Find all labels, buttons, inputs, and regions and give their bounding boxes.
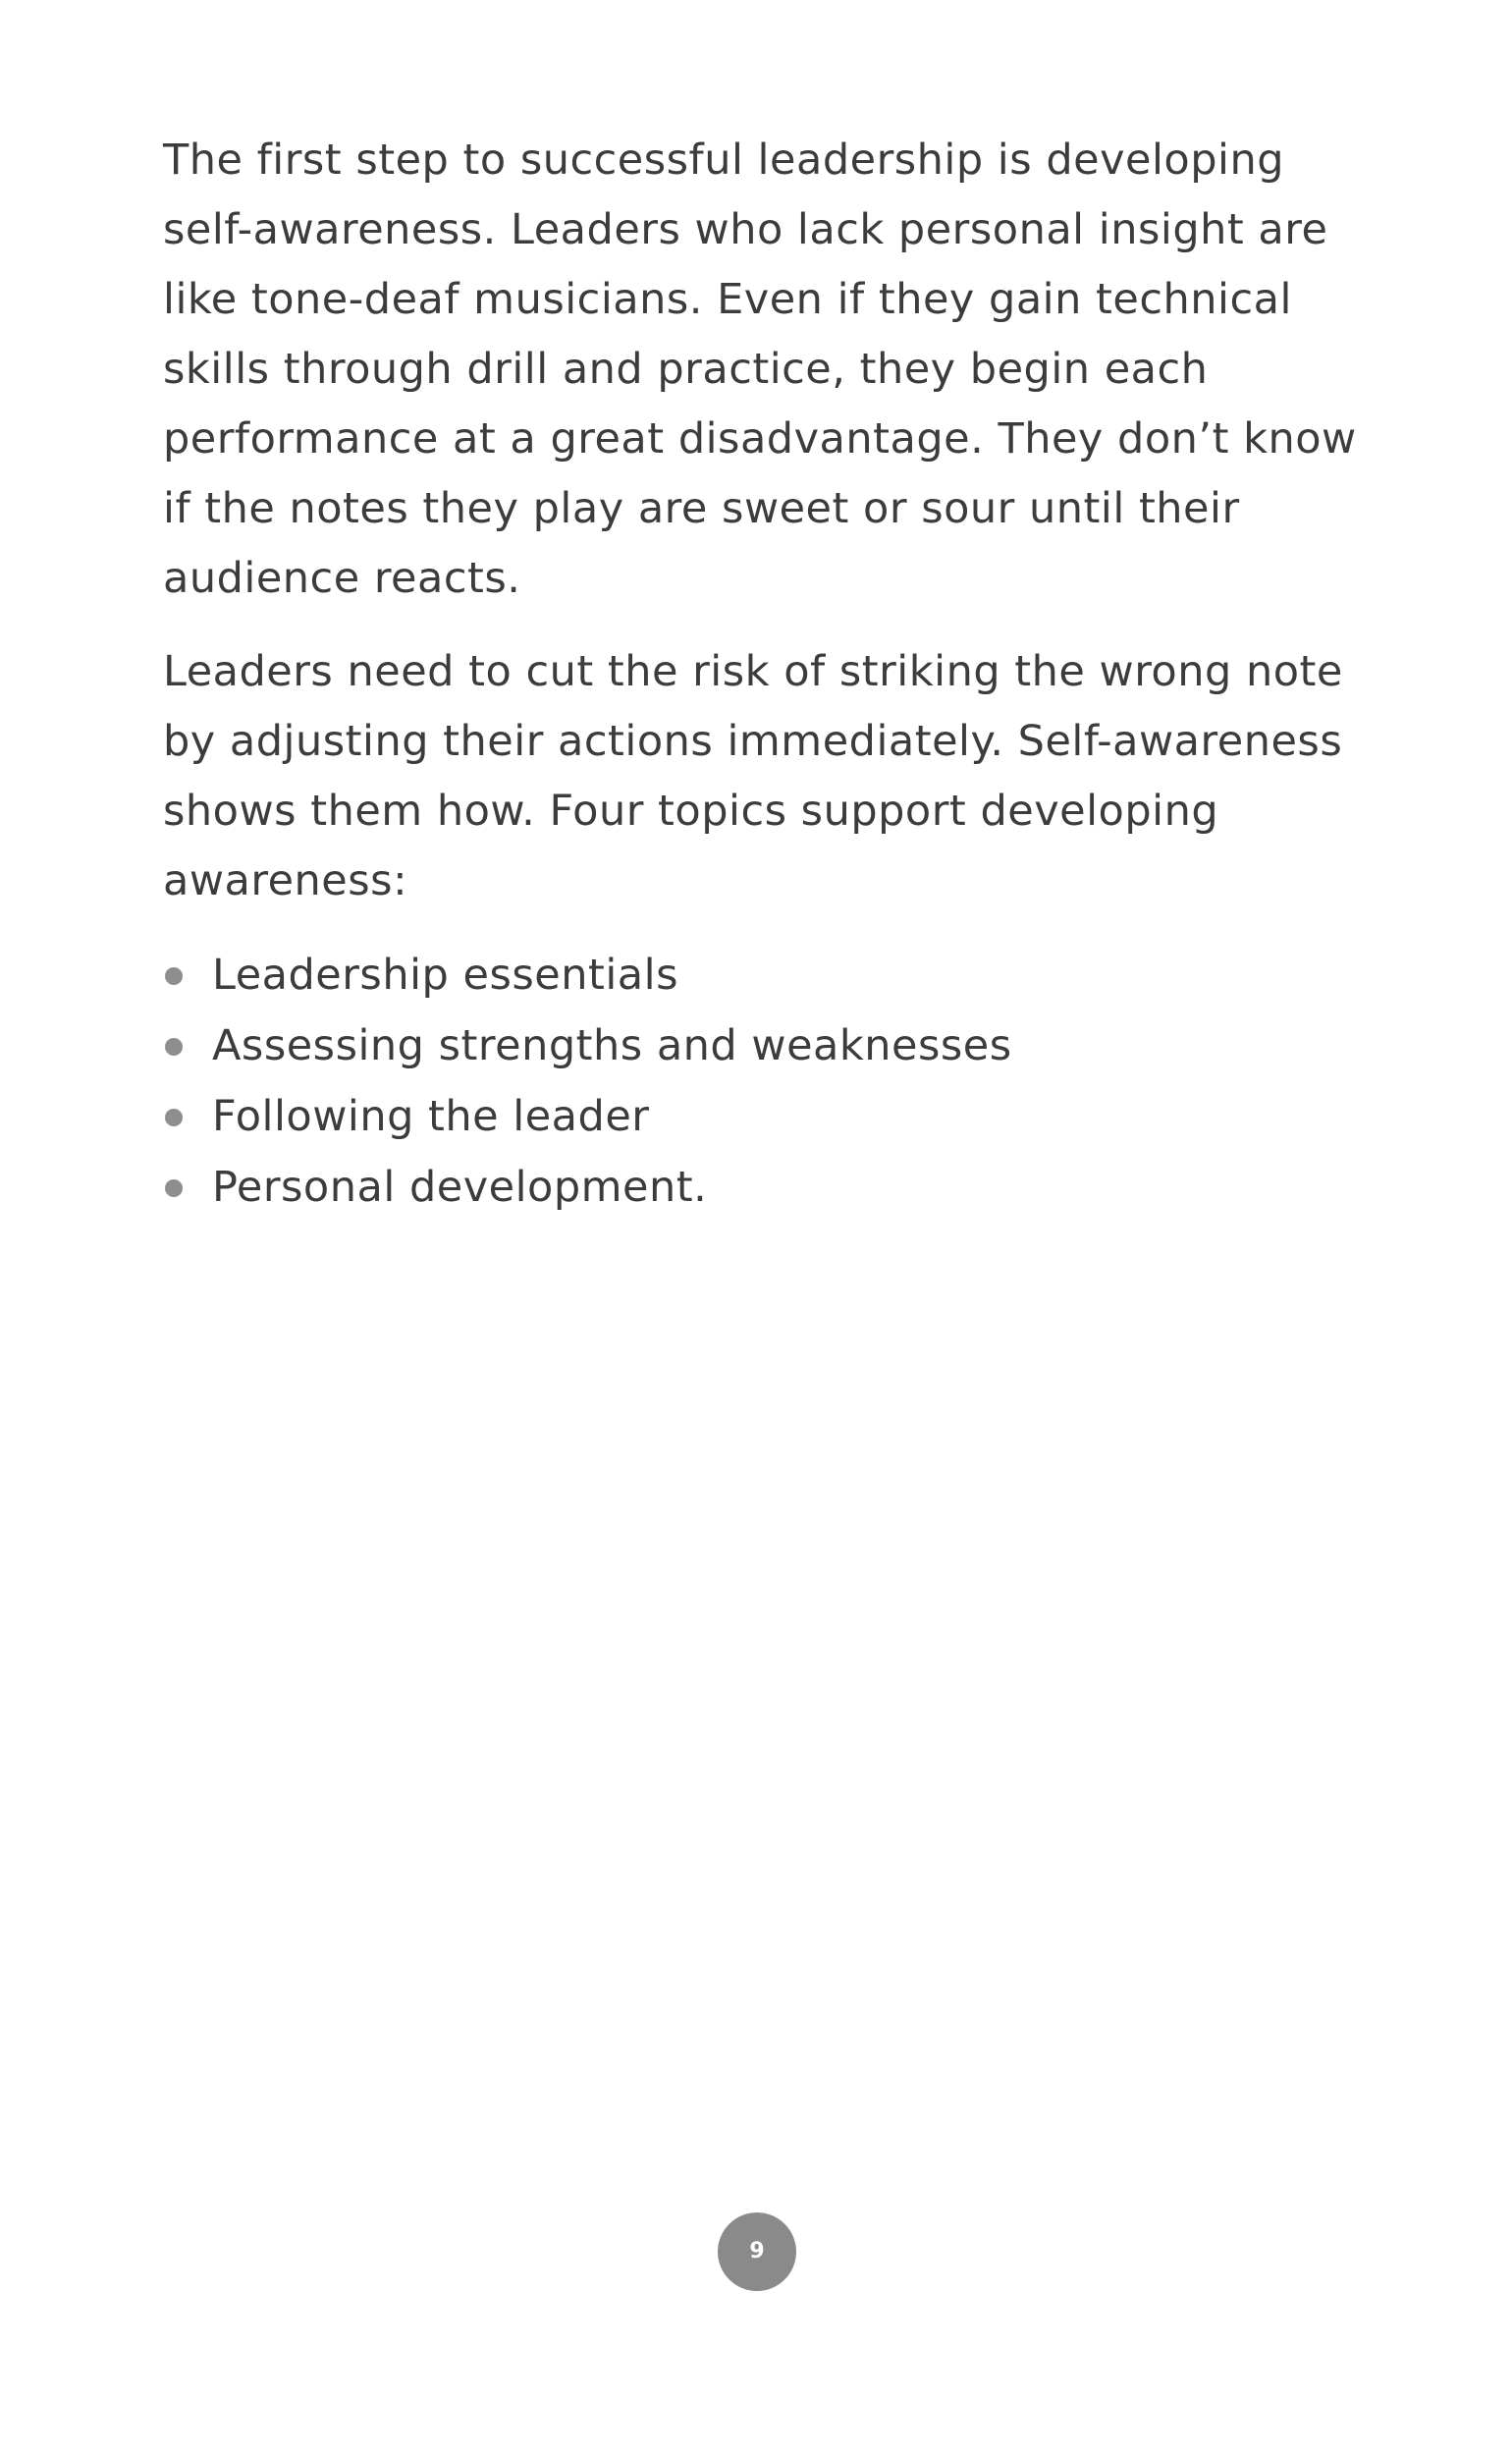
paragraph-self-awareness: The first step to successful leadership is developing self-awareness. Leaders who lack personal insight are like tone-deaf musicians. Even if they gain technical skills through drill and practice, they begin each performance at a great disadvantage. They don’t know if the notes they play are sweet or sour until their audience reacts. — [163, 136, 1357, 603]
bullet-icon — [165, 967, 183, 985]
bullet-icon — [165, 1109, 183, 1126]
list-item-label: Personal development. — [212, 1163, 708, 1212]
paragraph-adjusting-actions: Leaders need to cut the risk of striking the wrong note by adjusting their actions immediately. Self-awareness shows them how. Four topics support developing awareness: — [163, 647, 1343, 905]
page-number-badge: 9 — [718, 2212, 796, 2291]
list-item — [163, 1010, 1361, 1081]
list-item — [163, 1152, 1361, 1223]
body-text — [163, 126, 1361, 1223]
topics-list — [163, 940, 1361, 1223]
list-item — [163, 1081, 1361, 1152]
bullet-icon — [165, 1038, 183, 1056]
list-item-label: Following the leader — [212, 1092, 650, 1141]
list-item-label: Leadership essentials — [212, 951, 678, 1000]
bullet-icon — [165, 1179, 183, 1197]
list-item — [163, 940, 1361, 1010]
list-item-label: Assessing strengths and weaknesses — [212, 1021, 1012, 1070]
